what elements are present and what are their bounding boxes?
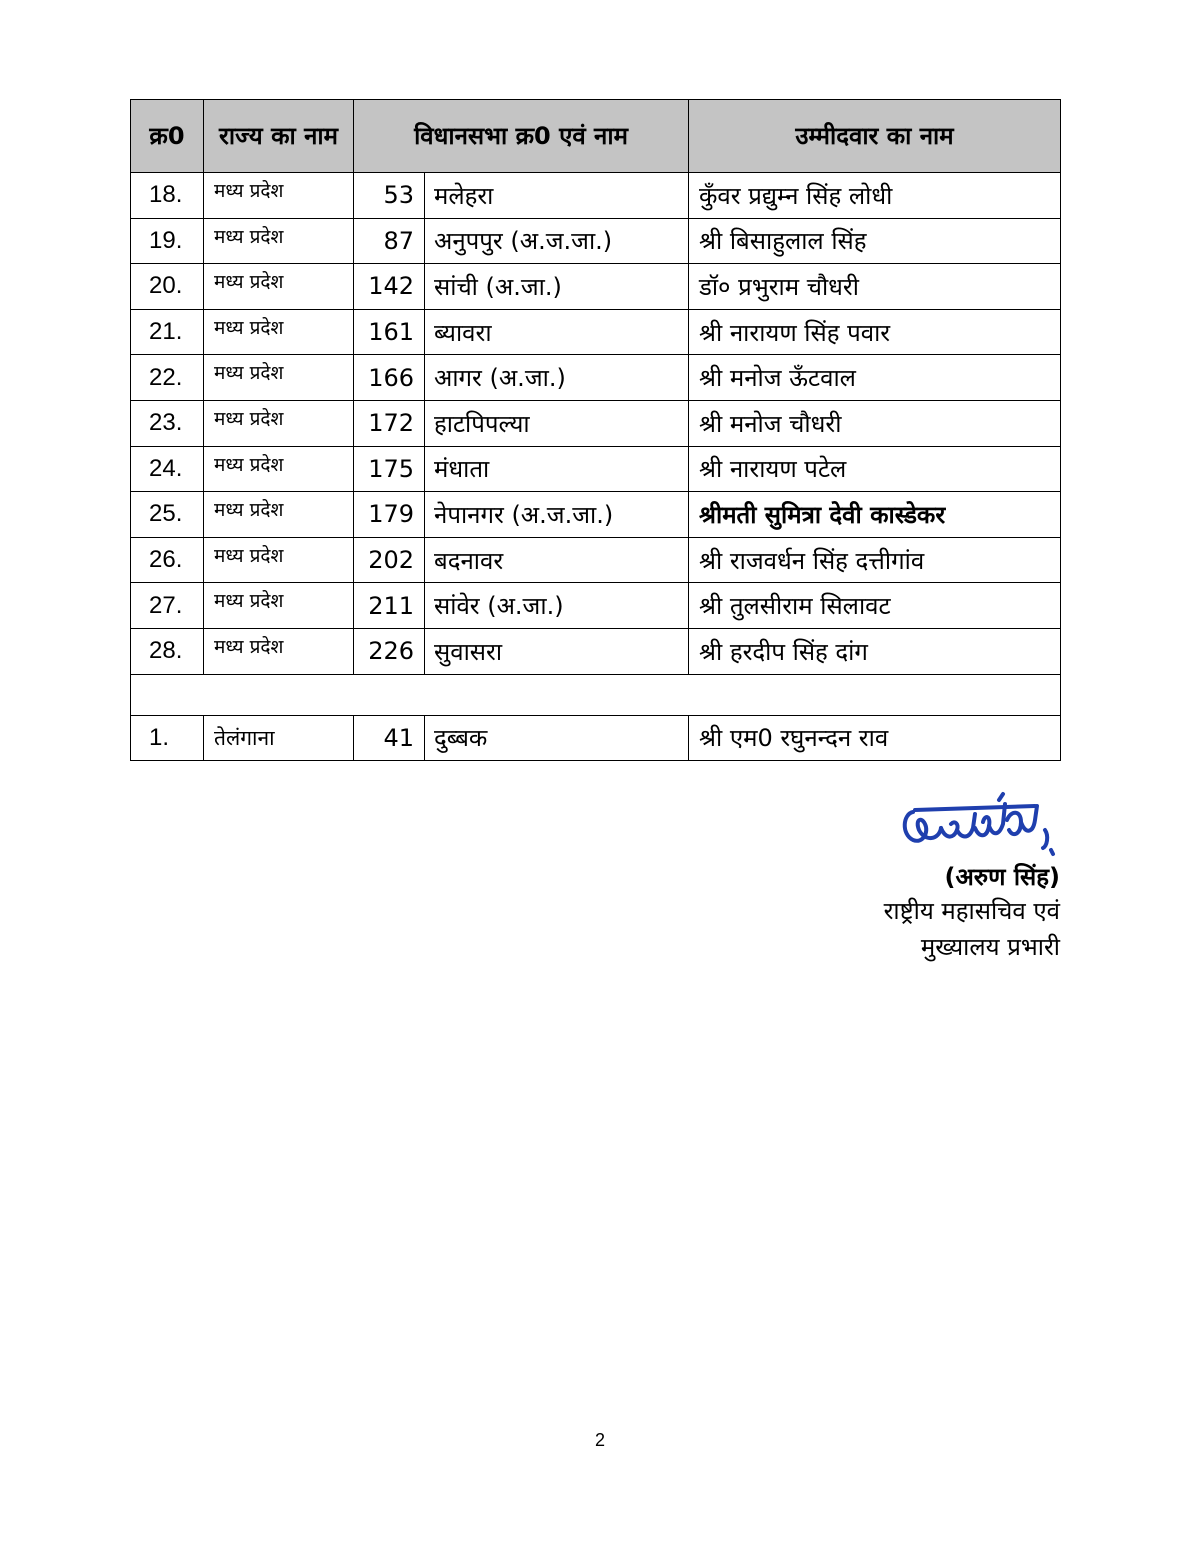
constituency-number-cell: 226 (354, 628, 425, 674)
header-candidate: उम्मीदवार का नाम (689, 100, 1061, 173)
table-row (131, 628, 1061, 674)
serial-cell: 1. (131, 715, 204, 761)
constituency-name-cell: सुवासरा (425, 628, 689, 674)
table-row (131, 400, 1061, 446)
signature-block (884, 790, 1060, 965)
header-serial: क्र0 (131, 100, 204, 173)
constituency-name-cell: नेपानगर (अ.ज.जा.) (425, 492, 689, 538)
serial-cell: 21. (131, 309, 204, 355)
header-state: राज्य का नाम (204, 100, 354, 173)
state-cell: मध्य प्रदेश (204, 492, 354, 538)
state-cell: मध्य प्रदेश (204, 309, 354, 355)
empty-cell (131, 674, 1061, 715)
table-row (131, 537, 1061, 583)
state-cell: मध्य प्रदेश (204, 583, 354, 629)
table-row (131, 583, 1061, 629)
state-cell: मध्य प्रदेश (204, 218, 354, 264)
serial-cell: 26. (131, 537, 204, 583)
constituency-number-cell: 166 (354, 355, 425, 401)
state-cell: मध्य प्रदेश (204, 537, 354, 583)
table-row (131, 218, 1061, 264)
state-cell: मध्य प्रदेश (204, 355, 354, 401)
constituency-name-cell: सांची (अ.जा.) (425, 264, 689, 310)
candidate-cell: श्री बिसाहुलाल सिंह (689, 218, 1061, 264)
state-cell: तेलंगाना (204, 715, 354, 761)
constituency-name-cell: मलेहरा (425, 173, 689, 219)
serial-cell: 27. (131, 583, 204, 629)
candidate-cell: श्री हरदीप सिंह दांग (689, 628, 1061, 674)
serial-cell: 20. (131, 264, 204, 310)
serial-cell: 19. (131, 218, 204, 264)
state-cell: मध्य प्रदेश (204, 628, 354, 674)
page-number: 2 (594, 1430, 605, 1450)
constituency-number-cell: 172 (354, 400, 425, 446)
state-cell: मध्य प्रदेश (204, 446, 354, 492)
constituency-number-cell: 179 (354, 492, 425, 538)
table-row (131, 264, 1061, 310)
signer-title-line2: मुख्यालय प्रभारी (920, 933, 1060, 961)
candidate-list-table (130, 99, 1061, 761)
state-cell: मध्य प्रदेश (204, 264, 354, 310)
constituency-name-cell: सांवेर (अ.जा.) (425, 583, 689, 629)
candidate-cell: श्रीमती सुमित्रा देवी कास्डेकर (689, 492, 1061, 538)
candidate-cell: श्री तुलसीराम सिलावट (689, 583, 1061, 629)
candidate-cell: श्री नारायण सिंह पवार (689, 309, 1061, 355)
table-row (131, 492, 1061, 538)
handwritten-signature (895, 790, 1060, 865)
table-separator-row (131, 674, 1061, 715)
candidate-cell: कुँवर प्रद्युम्न सिंह लोधी (689, 173, 1061, 219)
signer-name: (अरुण सिंह) (944, 863, 1060, 891)
table-header-row (131, 100, 1061, 173)
candidate-cell: डॉ० प्रभुराम चौधरी (689, 264, 1061, 310)
candidate-cell: श्री राजवर्धन सिंह दत्तीगांव (689, 537, 1061, 583)
serial-cell: 28. (131, 628, 204, 674)
serial-cell: 18. (131, 173, 204, 219)
header-constituency: विधानसभा क्र0 एवं नाम (354, 100, 689, 173)
state-cell: मध्य प्रदेश (204, 173, 354, 219)
serial-cell: 23. (131, 400, 204, 446)
constituency-number-cell: 142 (354, 264, 425, 310)
serial-cell: 22. (131, 355, 204, 401)
candidate-cell: श्री नारायण पटेल (689, 446, 1061, 492)
constituency-number-cell: 175 (354, 446, 425, 492)
serial-cell: 24. (131, 446, 204, 492)
serial-cell: 25. (131, 492, 204, 538)
constituency-name-cell: ब्यावरा (425, 309, 689, 355)
constituency-name-cell: दुब्बक (425, 715, 689, 761)
signer-title-line1: राष्ट्रीय महासचिव एवं (883, 897, 1060, 925)
constituency-name-cell: बदनावर (425, 537, 689, 583)
constituency-number-cell: 211 (354, 583, 425, 629)
constituency-name-cell: मंधाता (425, 446, 689, 492)
table-row-telangana (131, 715, 1061, 761)
candidate-cell: श्री मनोज ऊँटवाल (689, 355, 1061, 401)
constituency-number-cell: 87 (354, 218, 425, 264)
constituency-name-cell: अनुपपुर (अ.ज.जा.) (425, 218, 689, 264)
table-row (131, 173, 1061, 219)
constituency-name-cell: आगर (अ.जा.) (425, 355, 689, 401)
constituency-name-cell: हाटपिपल्या (425, 400, 689, 446)
constituency-number-cell: 161 (354, 309, 425, 355)
candidate-cell: श्री एम0 रघुनन्दन राव (689, 715, 1061, 761)
table-row (131, 446, 1061, 492)
constituency-number-cell: 53 (354, 173, 425, 219)
candidate-cell: श्री मनोज चौधरी (689, 400, 1061, 446)
table-row (131, 355, 1061, 401)
state-cell: मध्य प्रदेश (204, 400, 354, 446)
table-row (131, 309, 1061, 355)
constituency-number-cell: 41 (354, 715, 425, 761)
constituency-number-cell: 202 (354, 537, 425, 583)
